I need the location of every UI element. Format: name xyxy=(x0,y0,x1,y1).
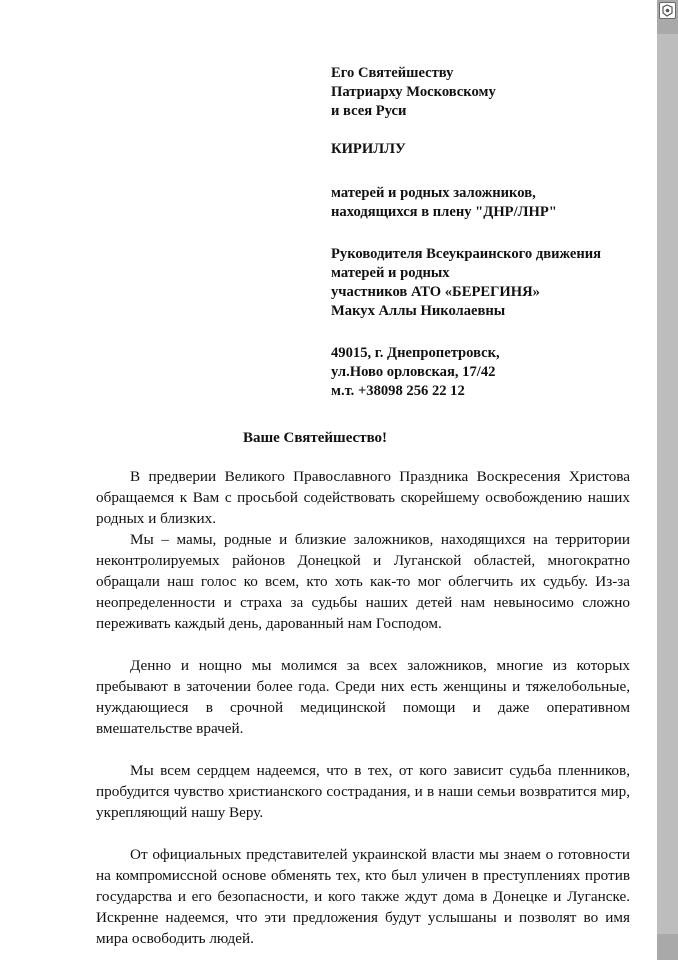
from-group-line: матерей и родных заложников, xyxy=(331,185,536,201)
sender-line: участников АТО «БЕРЕГИНЯ» xyxy=(331,284,540,300)
body-paragraph: От официальных представителей украинской власти мы знаем о готовности на компромиссной основе обменять тех, кто был уличен в преступлениях против государства и его безопасности, и кого также ждут дома в Донецке и Луганске. Искренне надеемся, что эти предложения будут услышаны и позволят во имя мира освободить людей. xyxy=(96,846,630,947)
watermark-strip-inner xyxy=(657,34,678,934)
recipient-line: Патриарху Московскому xyxy=(331,84,496,100)
letter-body xyxy=(96,466,630,949)
recipient-block xyxy=(331,64,631,121)
address-line: ул.Ново орловская, 17/42 xyxy=(331,364,496,380)
from-group-line: находящихся в плену "ДНР/ЛНР" xyxy=(331,204,557,220)
address-block xyxy=(331,344,631,401)
address-line: м.т. +38098 256 22 12 xyxy=(331,383,465,399)
sender-line: Руководителя Всеукраинского движения xyxy=(331,246,602,262)
sender-line: Макух Аллы Николаевны xyxy=(331,303,506,319)
addressee-block xyxy=(331,64,631,401)
watermark-strip xyxy=(657,0,678,960)
from-group-block xyxy=(331,184,631,222)
body-paragraph: В предверии Великого Православного Праздника Воскресения Христова обращаемся к Вам с просьбой содействовать скорейшему освобождению наших родных и близких. xyxy=(96,468,630,527)
address-line: 49015, г. Днепропетровск, xyxy=(331,345,500,361)
body-paragraph: Мы всем сердцем надеемся, что в тех, от кого зависит судьба пленников, пробудится чувство христианского сострадания, и в наши семьи возвратится мир, укрепляющий нашу Веру. xyxy=(96,762,630,821)
recipient-line: Его Святейшеству xyxy=(331,65,454,81)
body-paragraph: Мы – мамы, родные и близкие заложников, находящихся на территории неконтролируемых районов Донецкой и Луганской областей, многократно обращали наш голос ко всем, кто хоть как-то мог облегчить их судьбу. Из-за неопределенности и страха за судьбы наших детей нам невыносимо сложно переживать каждый день, дарованный нам Господом. xyxy=(96,531,630,632)
sender-block xyxy=(331,245,631,321)
recipient-name-text: КИРИЛЛУ xyxy=(331,141,406,157)
sender-line: матерей и родных xyxy=(331,265,450,281)
recipient-name xyxy=(331,140,631,159)
body-paragraph: Денно и нощно мы молимся за всех заложников, многие из которых пребывают в заточении более года. Среди них есть женщины и тяжелобольные, нуждающиеся в срочной медицинской помощи и даже оперативном вмешательстве врачей. xyxy=(96,657,630,737)
salutation: Ваше Святейшество! xyxy=(242,430,388,446)
recipient-line: и всея Руси xyxy=(331,103,407,119)
watermark-logo-icon xyxy=(659,2,676,19)
